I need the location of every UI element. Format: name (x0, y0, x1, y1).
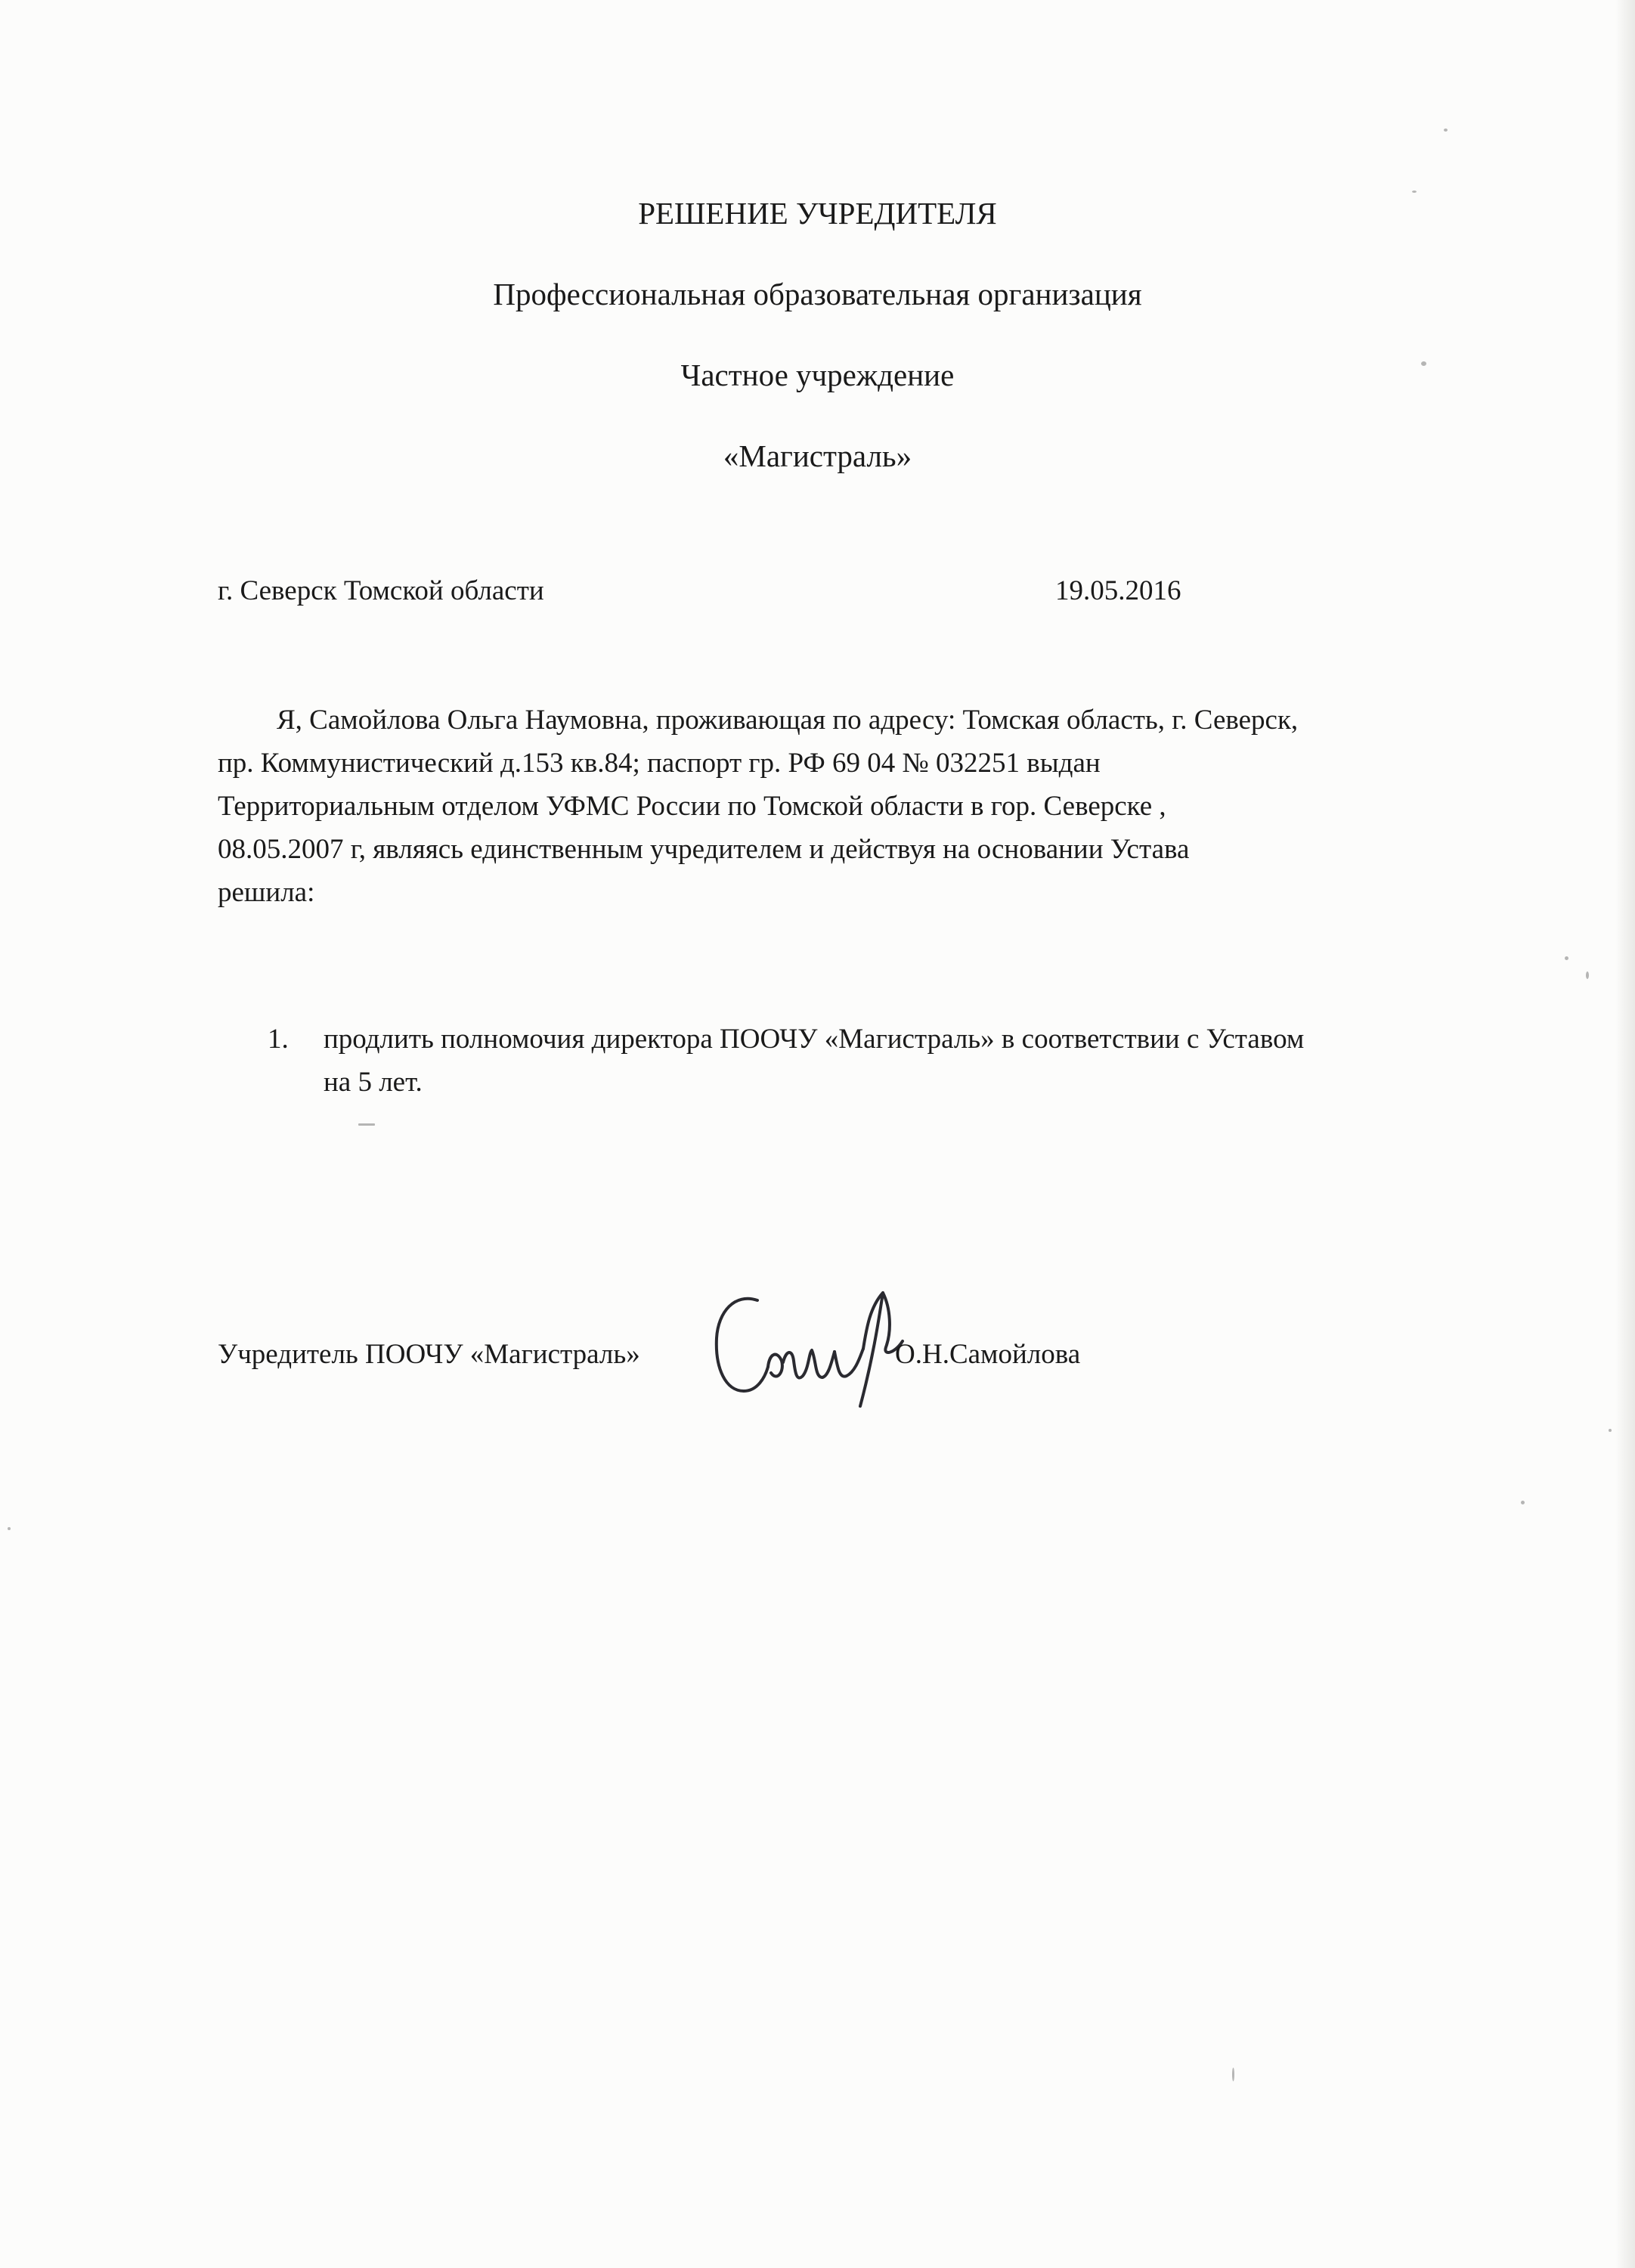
scan-speck (1609, 1429, 1612, 1432)
decision-number: 1. (268, 1024, 289, 1055)
signature-label: Учредитель ПООЧУ «Магистраль» (218, 1339, 640, 1370)
scan-speck (1444, 129, 1448, 132)
document-title: РЕШЕНИЕ УЧРЕДИТЕЛЯ (638, 196, 997, 231)
document-date: 19.05.2016 (1055, 575, 1181, 606)
signer-name: О.Н.Самойлова (895, 1339, 1081, 1370)
organization-form: Частное учреждение (680, 358, 955, 392)
body-line: Я, Самойлова Ольга Наумовна, проживающая по адресу: Томская область, г. Северск, (277, 705, 1299, 736)
organization-name: «Магистраль» (723, 438, 912, 473)
scan-speck (1521, 1501, 1525, 1504)
decision-item (268, 1018, 1304, 1104)
title-block (0, 198, 1635, 522)
document-place: г. Северск Томской области (218, 575, 544, 606)
scan-speck (1412, 191, 1417, 193)
scan-speck (1232, 2068, 1234, 2081)
body-line: решила: (218, 877, 315, 908)
scan-speck (358, 1123, 375, 1126)
decision-text-line: на 5 лет. (324, 1067, 423, 1098)
scan-speck (1565, 956, 1568, 960)
body-line: Территориальным отделом УФМС России по Томской области в гор. Северске , (218, 791, 1166, 822)
decision-text-line: продлить полномочия директора ПООЧУ «Магистраль» в соответствии с Уставом (324, 1024, 1305, 1055)
scan-speck (8, 1527, 11, 1530)
scan-speck (1586, 971, 1589, 979)
body-line: пр. Коммунистический д.153 кв.84; паспорт гр. РФ 69 04 № 032251 выдан (218, 748, 1101, 779)
body-line: 08.05.2007 г, являясь единственным учредителем и действуя на основании Устава (218, 834, 1190, 865)
organization-type: Профессиональная образовательная организация (493, 277, 1142, 311)
body-paragraph (218, 699, 1503, 914)
